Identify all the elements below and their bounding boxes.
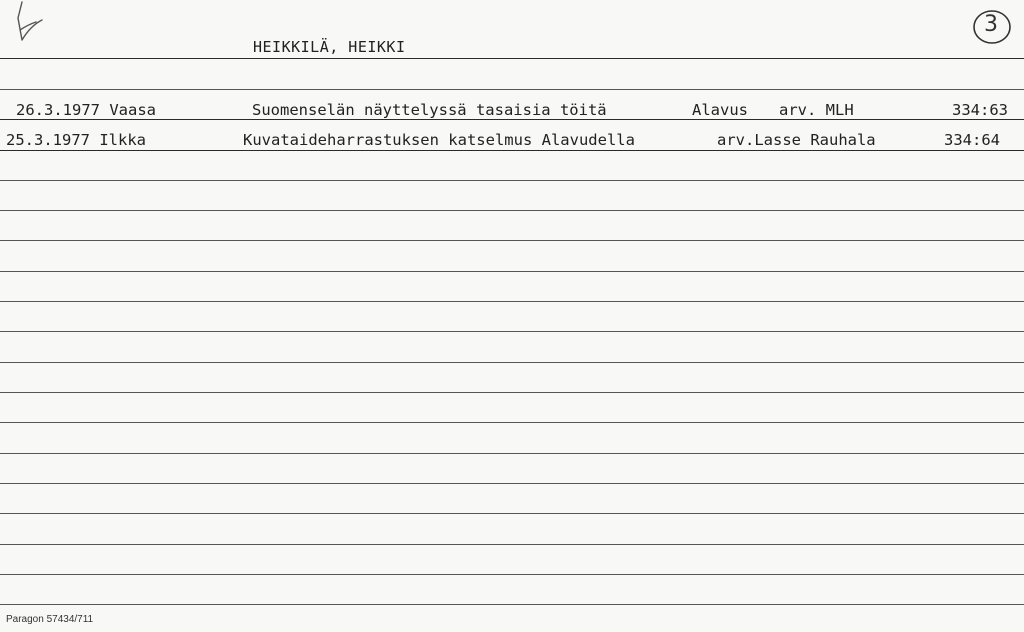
ruled-line: [0, 150, 1024, 151]
header-rule: [0, 58, 1024, 59]
ruled-line: [0, 331, 1024, 332]
entry-description: Suomenselän näyttelyssä tasaisia töitä: [252, 101, 607, 119]
ruled-line: [0, 453, 1024, 454]
ruled-line: [0, 513, 1024, 514]
entry-reviewer: arv.Lasse Rauhala: [717, 131, 876, 149]
ruled-line: [0, 544, 1024, 545]
entry-place: Alavus: [692, 101, 748, 119]
ruled-line: [0, 362, 1024, 363]
ruled-line: [0, 574, 1024, 575]
ruled-line: [0, 483, 1024, 484]
footer-print-code: Paragon 57434/711: [6, 614, 94, 625]
ruled-line: [0, 392, 1024, 393]
handwritten-mark-icon: [8, 0, 48, 44]
entry-date-source: 25.3.1977 Ilkka: [6, 131, 146, 149]
card-title: HEIKKILÄ, HEIKKI: [253, 38, 406, 56]
ruled-line: [0, 180, 1024, 181]
ruled-line: [0, 422, 1024, 423]
ruled-line: [0, 604, 1024, 605]
entry-ref: 334:63: [952, 101, 1008, 119]
ruled-line: [0, 271, 1024, 272]
ruled-line: [0, 301, 1024, 302]
entry-ref: 334:64: [944, 131, 1000, 149]
ruled-line: [0, 89, 1024, 90]
circled-number-value: 3: [984, 12, 998, 37]
ruled-line: [0, 210, 1024, 211]
entry-date-source: 26.3.1977 Vaasa: [16, 101, 156, 119]
circled-number: [970, 6, 1014, 46]
entry-description: Kuvataideharrastuksen katselmus Alavudella: [243, 131, 635, 149]
ruled-line: [0, 119, 1024, 120]
entry-reviewer: arv. MLH: [779, 101, 854, 119]
ruled-line: [0, 240, 1024, 241]
